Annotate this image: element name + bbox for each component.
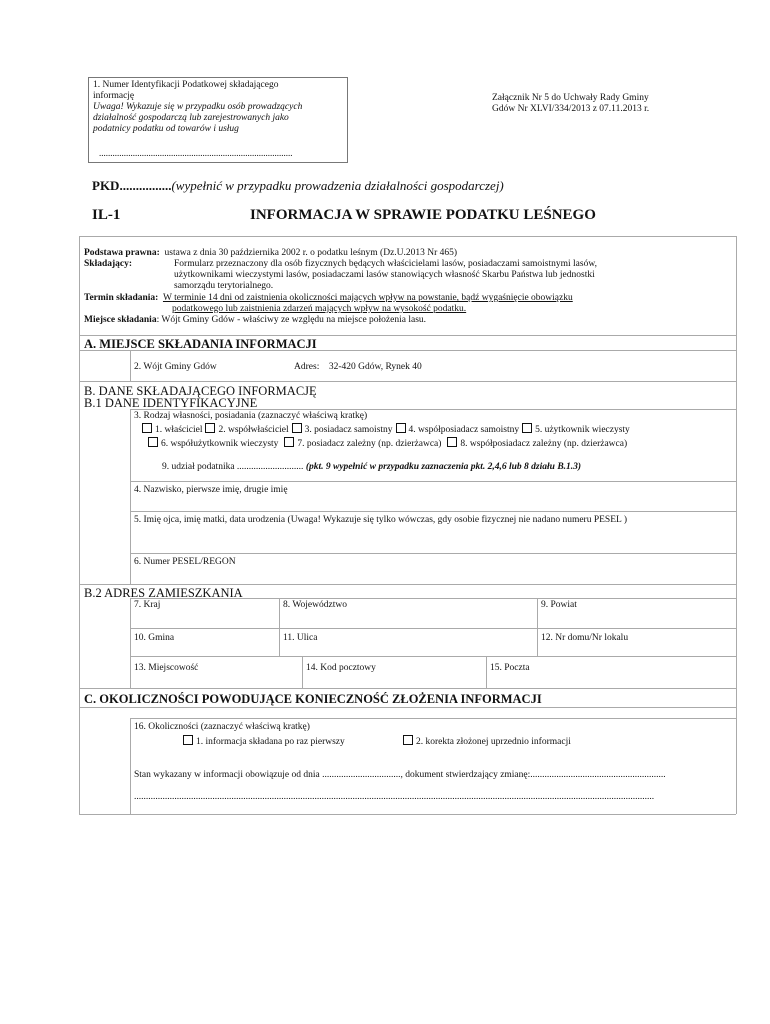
nip-label-line2: informację <box>93 91 135 101</box>
checkbox-icon[interactable] <box>205 423 215 433</box>
street-label: 11. Ulica <box>283 633 318 643</box>
ownership-label: 3. Rodzaj własności, posiadania (zaznaczyć właściwą kratkę) <box>134 411 368 421</box>
city-label: 13. Miejscowość <box>134 663 199 673</box>
attachment-line1: Załącznik Nr 5 do Uchwały Rady Gminy <box>492 93 649 103</box>
deadline-text-1: W terminie 14 dni od zaistnienia okoliczności mających wpływ na powstanie, bądź wygaśnięcie obowiązku <box>162 293 573 303</box>
circumstances-label: 16. Okoliczności (zaznaczyć właściwą kratkę) <box>134 722 310 732</box>
valid-from-line[interactable]: Stan wykazany w informacji obowiązuje od dnia ................................., dokument stwierdzający zmianę:......................................................... <box>134 770 666 780</box>
place-label: Miejsce składania <box>84 315 157 325</box>
recipient: 2. Wójt Gminy Gdów <box>134 362 217 372</box>
ownership-row-1 <box>142 423 633 436</box>
share-label[interactable]: 9. udział podatnika ............................ <box>162 462 304 472</box>
ownership-option[interactable]: 7. posiadacz zależny (np. dzierżawca) <box>284 439 441 449</box>
parents-label: 5. Imię ojca, imię matki, data urodzenia (Uwaga! Wykazuje się tylko wówczas, gdy osobie fizycznej nie nadano numeru PESEL ) <box>134 515 628 525</box>
pkd-note: (wypełnić w przypadku prowadzenia działalności gospodarczej) <box>171 178 504 193</box>
pkd-label[interactable]: PKD................ <box>92 178 172 193</box>
section-c-title: C. OKOLICZNOŚCI POWODUJĄCE KONIECZNOŚĆ ZŁOŻENIA INFORMACJI <box>84 692 542 706</box>
checkbox-icon[interactable] <box>396 423 406 433</box>
deadline-label: Termin składania: <box>84 293 159 303</box>
ownership-option[interactable]: 5. użytkownik wieczysty <box>522 425 630 435</box>
share-note: (pkt. 9 wypełnić w przypadku zaznaczenia pkt. 2,4,6 lub 8 działu B.1.3) <box>305 462 582 472</box>
nip-box <box>88 77 348 163</box>
checkbox-icon[interactable] <box>148 437 158 447</box>
name-label: 4. Nazwisko, pierwsze imię, drugie imię <box>134 485 288 495</box>
voivodeship-label: 8. Województwo <box>283 600 347 610</box>
ownership-option[interactable]: 2. współwłaściciel <box>205 425 288 435</box>
ownership-option[interactable]: 1. właściciel <box>142 425 202 435</box>
nip-note-line3: podatnicy podatku od towarów i usług <box>93 124 239 134</box>
checkbox-icon[interactable] <box>447 437 457 447</box>
checkbox-icon[interactable] <box>183 735 193 745</box>
deadline-text-2: podatkowego lub zaistnienia zdarzeń mających wpływ na wysokość podatku. <box>172 304 467 314</box>
address-row <box>294 362 422 373</box>
ownership-option[interactable]: 4. współposiadacz samoistny <box>396 425 520 435</box>
commune-label: 10. Gmina <box>134 633 175 643</box>
address-value: 32-420 Gdów, Rynek 40 <box>328 362 422 372</box>
section-b1-title: B.1 DANE IDENTYFIKACYJNE <box>84 396 258 410</box>
submitter-text: Formularz przeznaczony dla osób fizycznych będących właścicielami lasów, posiadaczami samoistnymi lasów, użytkownikami wieczystymi lasów, posiadaczami lasów stanowiących własność Skarbu Państwa lub jednostki samorządu terytorialnego. <box>174 259 597 291</box>
section-a-title: A. MIEJSCE SKŁADANIA INFORMACJI <box>84 337 317 351</box>
option-correction[interactable]: 2. korekta złożonej uprzednio informacji <box>403 735 571 748</box>
pesel-label: 6. Numer PESEL/REGON <box>134 557 236 567</box>
option-first[interactable]: 1. informacja składana po raz pierwszy <box>183 735 345 748</box>
frame-bottom <box>79 814 736 815</box>
checkbox-icon[interactable] <box>522 423 532 433</box>
nip-input-dots[interactable]: ...................................................................................... <box>99 148 293 158</box>
legal-basis-label: Podstawa prawna: <box>84 248 160 258</box>
checkbox-icon[interactable] <box>403 735 413 745</box>
postal-code-label: 14. Kod pocztowy <box>306 663 376 673</box>
checkbox-icon[interactable] <box>284 437 294 447</box>
ownership-option[interactable]: 8. współposiadacz zależny (np. dzierżawca) <box>447 439 627 449</box>
nip-note-line1: Uwaga! Wykazuje się w przypadku osób prowadzących <box>93 102 303 112</box>
ownership-option[interactable]: 3. posiadacz samoistny <box>292 425 393 435</box>
post-office-label: 15. Poczta <box>490 663 530 673</box>
section-b-title: B. DANE SKŁADAJĄCEGO INFORMACJĘ <box>84 384 317 398</box>
form-code: IL-1 <box>92 207 121 223</box>
address-label: Adres: <box>294 362 320 372</box>
submitter-label: Składający: <box>84 259 133 269</box>
nip-note-line2: działalność gospodarczą lub zarejestrowanych jako <box>93 113 289 123</box>
attachment-note <box>492 93 649 115</box>
frame-right <box>736 236 737 814</box>
legal-basis-row <box>84 248 457 259</box>
deadline-row <box>84 293 573 304</box>
house-number-label: 12. Nr domu/Nr lokalu <box>541 633 629 643</box>
checkbox-icon[interactable] <box>292 423 302 433</box>
checkbox-icon[interactable] <box>142 423 152 433</box>
place-text: : Wójt Gminy Gdów - właściwy ze względu na miejsce położenia lasu. <box>156 315 427 325</box>
attachment-line2: Gdów Nr XLVI/334/2013 z 07.11.2013 r. <box>492 104 650 114</box>
dots-line[interactable]: ........................................................................................................................................................................................................................... <box>134 792 655 802</box>
county-label: 9. Powiat <box>541 600 577 610</box>
legal-basis-text: ustawa z dnia 30 października 2002 r. o podatku leśnym (Dz.U.2013 Nr 465) <box>164 248 458 258</box>
section-b2-title: B.2 ADRES ZAMIESZKANIA <box>84 586 243 600</box>
pkd-line <box>92 178 504 194</box>
frame-left <box>79 236 80 814</box>
share-row <box>162 462 581 473</box>
nip-label-line1: 1. Numer Identyfikacji Podatkowej składającego <box>93 80 279 90</box>
place-row <box>84 315 426 326</box>
form-title: INFORMACJA W SPRAWIE PODATKU LEŚNEGO <box>250 207 596 223</box>
ownership-option[interactable]: 6. współużytkownik wieczysty <box>148 439 278 449</box>
country-label: 7. Kraj <box>134 600 161 610</box>
frame-top <box>79 236 736 237</box>
ownership-row-2 <box>148 437 633 450</box>
